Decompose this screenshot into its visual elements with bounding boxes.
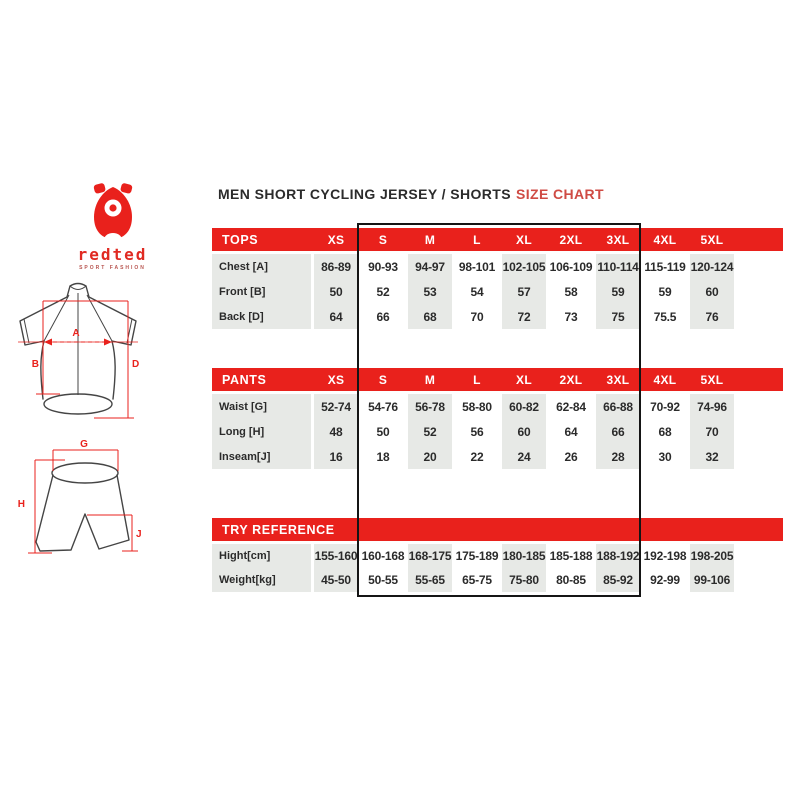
row-filler [737, 568, 783, 592]
logo-tagline: SPORT FASHION [79, 265, 146, 271]
cell: 72 [502, 304, 546, 329]
cell: 192-198 [643, 549, 687, 563]
cell: 92-99 [650, 573, 680, 587]
cell: 106-109 [549, 259, 593, 274]
col-header-XS: XS [327, 372, 345, 387]
col-header-L: L [473, 372, 481, 387]
jersey-dim-d: D [132, 359, 140, 370]
jersey-diagram [10, 281, 145, 423]
table-title-pants: PANTS [222, 372, 267, 387]
col-header-S: S [378, 372, 388, 387]
cell: 64 [314, 304, 358, 329]
cell: 50 [376, 424, 390, 439]
cell: 70-92 [650, 399, 680, 414]
col-header-2XL: 2XL [559, 372, 583, 387]
table-header-try-reference [212, 518, 783, 541]
cell: 30 [658, 449, 672, 464]
table-row [212, 279, 783, 304]
cell: 58-80 [462, 399, 492, 414]
shorts-dim-j: J [136, 529, 142, 540]
cell: 65-75 [462, 573, 492, 587]
cell: 16 [314, 444, 358, 469]
cell: 18 [376, 449, 390, 464]
cell: 73 [564, 309, 578, 324]
jersey-dim-b: B [31, 359, 39, 370]
cell: 168-175 [408, 544, 452, 568]
table-row [212, 568, 783, 592]
cell: 59 [658, 284, 672, 299]
col-header-4XL: 4XL [653, 232, 677, 247]
shorts-diagram [10, 438, 145, 563]
cell: 48 [314, 419, 358, 444]
row-label: Inseam[J] [212, 444, 311, 469]
col-header-3XL: 3XL [606, 232, 630, 247]
cell: 56-78 [408, 394, 452, 419]
cell: 74-96 [690, 394, 734, 419]
cell: 76 [690, 304, 734, 329]
table-header-pants [212, 368, 783, 391]
row-filler [737, 444, 783, 469]
cell: 90-93 [368, 259, 398, 274]
cell: 80-85 [556, 573, 586, 587]
cell: 54 [470, 284, 484, 299]
row-label: Chest [A] [212, 254, 311, 279]
cell: 70 [690, 419, 734, 444]
cell: 53 [408, 279, 452, 304]
cell: 60 [502, 419, 546, 444]
cell: 45-50 [314, 568, 358, 592]
bear-icon [81, 182, 145, 242]
cell: 102-105 [502, 254, 546, 279]
cell: 160-168 [361, 549, 405, 563]
col-header-M: M [424, 372, 436, 387]
col-header-4XL: 4XL [653, 372, 677, 387]
table-tops [212, 228, 783, 329]
row-filler [737, 544, 783, 568]
cell: 75-80 [502, 568, 546, 592]
table-pants [212, 368, 783, 469]
row-label: Long [H] [212, 419, 311, 444]
cell: 24 [502, 444, 546, 469]
table-title-tops: TOPS [222, 232, 259, 247]
cell: 85-92 [596, 568, 640, 592]
cell: 57 [502, 279, 546, 304]
cell: 75.5 [653, 309, 677, 324]
cell: 50 [314, 279, 358, 304]
row-filler [737, 394, 783, 419]
table-title-try-reference: TRY REFERENCE [222, 522, 335, 537]
logo-wordmark: redted [77, 245, 148, 264]
cell: 188-192 [596, 544, 640, 568]
cell: 55-65 [408, 568, 452, 592]
cell: 99-106 [690, 568, 734, 592]
table-body-pants [212, 394, 783, 469]
cell: 60 [690, 279, 734, 304]
cell: 66-88 [596, 394, 640, 419]
cell: 58 [564, 284, 578, 299]
row-label: Hight[cm] [212, 544, 311, 568]
col-header-M: M [424, 232, 436, 247]
col-header-5XL: 5XL [700, 372, 724, 387]
cell: 86-89 [314, 254, 358, 279]
row-label: Front [B] [212, 279, 311, 304]
cell: 50-55 [368, 573, 398, 587]
row-label: Waist [G] [212, 394, 311, 419]
cell: 56 [470, 424, 484, 439]
cell: 75 [596, 304, 640, 329]
jersey-dim-a: A [72, 328, 80, 339]
cell: 22 [470, 449, 484, 464]
cell: 52 [376, 284, 390, 299]
row-filler [737, 254, 783, 279]
page-title-main: MEN SHORT CYCLING JERSEY / SHORTS [218, 186, 511, 202]
col-header-XL: XL [516, 232, 532, 247]
table-body-try-reference [212, 544, 783, 592]
row-label: Weight[kg] [212, 568, 311, 592]
cell: 60-82 [502, 394, 546, 419]
table-row [212, 304, 783, 329]
col-header-3XL: 3XL [606, 372, 630, 387]
cell: 26 [564, 449, 578, 464]
cell: 32 [690, 444, 734, 469]
row-label: Back [D] [212, 304, 311, 329]
cell: 66 [596, 419, 640, 444]
cell: 64 [564, 424, 578, 439]
col-header-5XL: 5XL [700, 232, 724, 247]
cell: 66 [376, 309, 390, 324]
cell: 28 [596, 444, 640, 469]
col-header-L: L [473, 232, 481, 247]
cell: 68 [658, 424, 672, 439]
cell: 198-205 [690, 544, 734, 568]
cell: 52-74 [314, 394, 358, 419]
page-title-accent: SIZE CHART [515, 186, 604, 202]
table-row [212, 419, 783, 444]
table-row [212, 254, 783, 279]
col-header-XL: XL [516, 372, 532, 387]
cell: 180-185 [502, 544, 546, 568]
cell: 59 [596, 279, 640, 304]
cell: 185-188 [549, 549, 593, 563]
cell: 52 [408, 419, 452, 444]
cell: 54-76 [368, 399, 398, 414]
row-filler [737, 304, 783, 329]
col-header-S: S [378, 232, 388, 247]
shorts-dim-g: G [80, 439, 88, 450]
table-row [212, 544, 783, 568]
cell: 94-97 [408, 254, 452, 279]
cell: 62-84 [556, 399, 586, 414]
cell: 68 [408, 304, 452, 329]
shorts-dim-h: H [17, 499, 25, 510]
cell: 70 [470, 309, 484, 324]
cell: 20 [408, 444, 452, 469]
table-row [212, 444, 783, 469]
cell: 98-101 [458, 259, 496, 274]
cell: 155-160 [314, 544, 358, 568]
cell: 175-189 [455, 549, 499, 563]
col-header-2XL: 2XL [559, 232, 583, 247]
cell: 115-119 [644, 259, 686, 274]
row-filler [737, 279, 783, 304]
logo [60, 182, 165, 271]
table-try-reference [212, 518, 783, 592]
table-row [212, 394, 783, 419]
size-tables [212, 0, 783, 800]
cell: 110-114 [596, 254, 640, 279]
col-header-XS: XS [327, 232, 345, 247]
table-header-tops [212, 228, 783, 251]
table-body-tops [212, 254, 783, 329]
cell: 120-124 [690, 254, 734, 279]
row-filler [737, 419, 783, 444]
